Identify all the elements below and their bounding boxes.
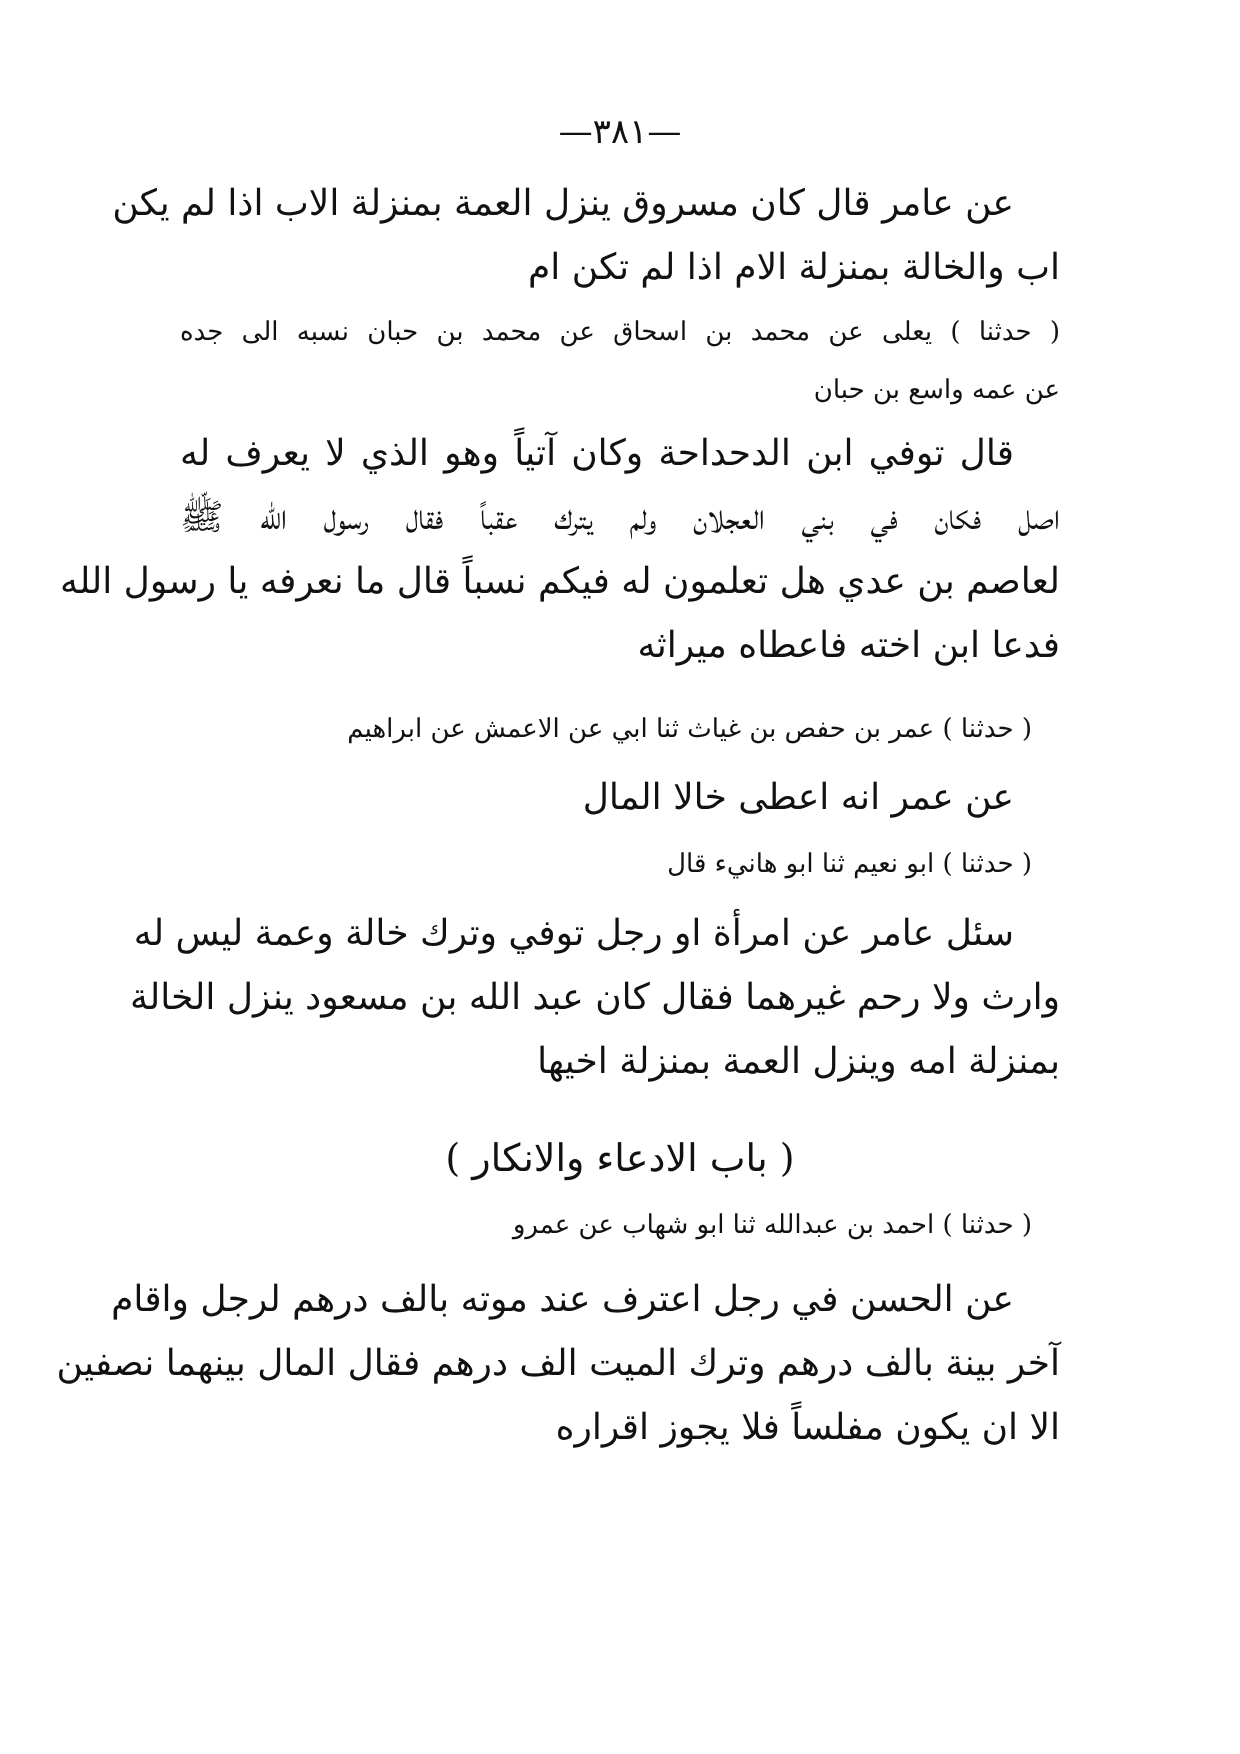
isnad-abu-nuaym (180, 835, 1060, 893)
text-line: ( حدثنا ) يعلى عن محمد بن اسحاق عن محمد بن حبان نسبه الى جده (180, 317, 1060, 347)
text-line: عن الحسن في رجل اعترف عند موته بالف درهم لرجل واقام (111, 1279, 1014, 1320)
text-line: بمنزلة امه وينزل العمة بمنزلة اخيها (537, 1041, 1060, 1082)
page-number: —٣٨١— (558, 112, 682, 152)
text-line: عن عمر انه اعطى خالا المال (582, 777, 1014, 818)
text-line: فدعا ابن اخته فاعطاه ميراثه (637, 625, 1060, 666)
text-line: لعاصم بن عدي هل تعلمون له فيكم نسباً قال ما نعرفه يا رسول الله (60, 561, 1060, 602)
chapter-title: ( باب الادعاء والانكار ) (445, 1136, 795, 1180)
isnad-yala (180, 303, 1060, 419)
isnad-umar-hafs (180, 700, 1060, 758)
text-line: ( حدثنا ) احمد بن عبدالله ثنا ابو شهاب عن عمرو (512, 1210, 1032, 1240)
text-line: وارث ولا رحم غيرهما فقال كان عبد الله بن مسعود ينزل الخالة (129, 977, 1060, 1018)
paragraph-umar-khal (180, 766, 1060, 830)
paragraph-ibn-dahdaha (60, 422, 1060, 678)
paragraph-al-hasan (56, 1268, 1060, 1460)
isnad-ahmad (180, 1196, 1060, 1254)
text-line: الا ان يكون مفلساً فلا يجوز اقراره (555, 1407, 1060, 1448)
text-line: قال توفي ابن الدحداحة وكان آتياً وهو الذي لا يعرف له (180, 433, 1014, 474)
text-line: سئل عامر عن امرأة او رجل توفي وترك خالة وعمة ليس له (133, 913, 1014, 954)
text-line: اب والخالة بمنزلة الام اذا لم تكن ام (527, 247, 1060, 288)
text-line: عن عمه واسع بن حبان (813, 375, 1060, 405)
text-line: ( حدثنا ) ابو نعيم ثنا ابو هانيء قال (667, 849, 1032, 879)
text-line: آخر بينة بالف درهم وترك الميت الف درهم فقال المال بينهما نصفين (56, 1343, 1060, 1384)
text-line: عن عامر قال كان مسروق ينزل العمة بمنزلة الاب اذا لم يكن (112, 183, 1014, 224)
section-heading (180, 1126, 1060, 1190)
paragraph-amir-question (129, 902, 1060, 1094)
text-line: اصل فكان في بني العجلان ولم يترك عقباً فقال رسول الله ﷺ (180, 497, 1060, 538)
paragraph-amir-masruq (112, 172, 1060, 300)
text-line: ( حدثنا ) عمر بن حفص بن غياث ثنا ابي عن الاعمش عن ابراهيم (347, 714, 1032, 744)
